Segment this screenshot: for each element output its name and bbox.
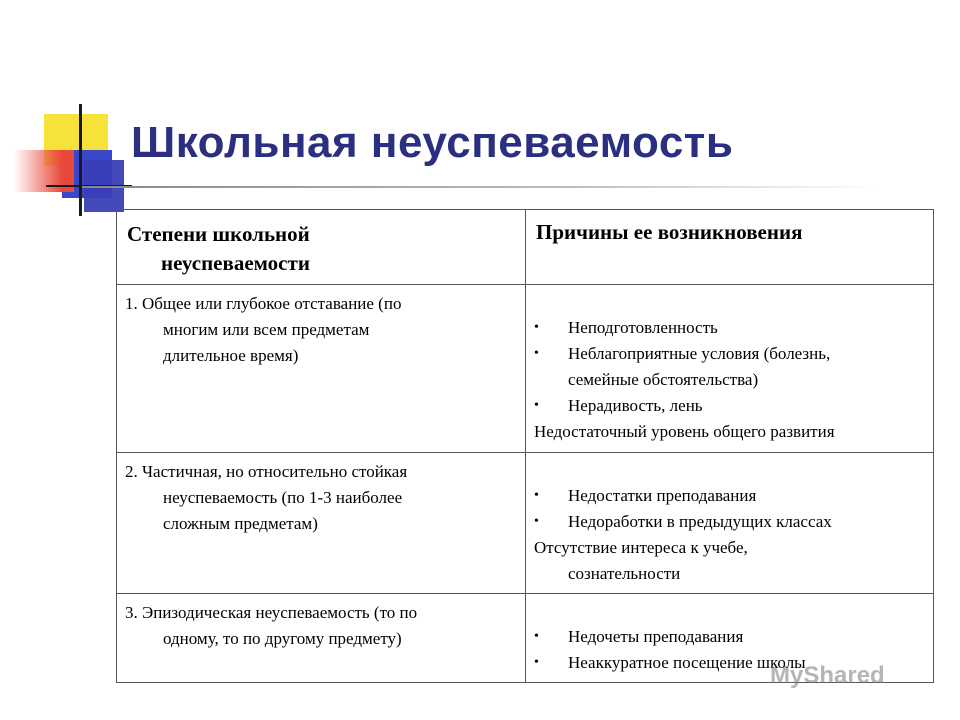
degree-line: неуспеваемость (по 1-3 наиболее [163, 488, 403, 507]
degree-line: 2. Частичная, но относительно стойкая [125, 462, 408, 481]
degree-line: одному, то по другому предмету) [163, 629, 402, 648]
cause-item [534, 509, 925, 535]
cause-text: Неблагоприятные условия (болезнь, [568, 344, 831, 363]
cause-text: Неподготовленность [568, 318, 718, 337]
degree-line: длительное время) [163, 346, 299, 365]
table-header-row [117, 210, 934, 285]
header-degrees-line1: Степени школьной [127, 222, 310, 246]
header-causes: Причины ее возникновения [526, 210, 934, 285]
degree-cell [117, 594, 526, 683]
degree-line: 1. Общее или глубокое отставание (по [125, 294, 402, 313]
bullet-icon: • [534, 488, 539, 503]
cause-text: Недочеты преподавания [568, 627, 744, 646]
header-degrees [117, 210, 526, 285]
page-title: Школьная неуспеваемость [131, 118, 734, 167]
cause-text: Неаккуратное посещение школы [568, 653, 806, 672]
cause-item [534, 483, 925, 509]
degree-cell [117, 453, 526, 594]
degree-line: 3. Эпизодическая неуспеваемость (то по [125, 603, 418, 622]
bullet-icon: • [534, 655, 539, 670]
decor-vertical-line [79, 104, 82, 216]
bullet-icon: • [534, 398, 539, 413]
watermark: MyShared [770, 662, 885, 689]
cause-item [534, 393, 925, 419]
cause-text: Недостатки преподавания [568, 486, 757, 505]
causes-cell [526, 453, 934, 594]
bullet-icon: • [534, 320, 539, 335]
degree-cell [117, 285, 526, 453]
cause-extra-text: Отсутствие интереса к учебе, [534, 538, 748, 557]
bullet-icon: • [534, 346, 539, 361]
cause-text: Нерадивость, лень [568, 396, 703, 415]
bullet-icon: • [534, 514, 539, 529]
degree-line: сложным предметам) [163, 514, 318, 533]
cause-extra-text: сознательности [568, 564, 681, 583]
cause-text: Недоработки в предыдущих классах [568, 512, 832, 531]
title-underline [82, 186, 882, 188]
header-degrees-line2: неуспеваемости [161, 251, 310, 275]
cause-item [534, 341, 925, 393]
causes-cell [526, 285, 934, 453]
cause-text: семейные обстоятельства) [568, 370, 759, 389]
table-row [117, 453, 934, 594]
table-row [117, 285, 934, 453]
degree-line: многим или всем предметам [163, 320, 370, 339]
cause-item [534, 624, 925, 650]
cause-extra-text: Недостаточный уровень общего развития [534, 422, 835, 441]
cause-item [534, 315, 925, 341]
bullet-icon: • [534, 629, 539, 644]
causes-table [116, 209, 934, 683]
